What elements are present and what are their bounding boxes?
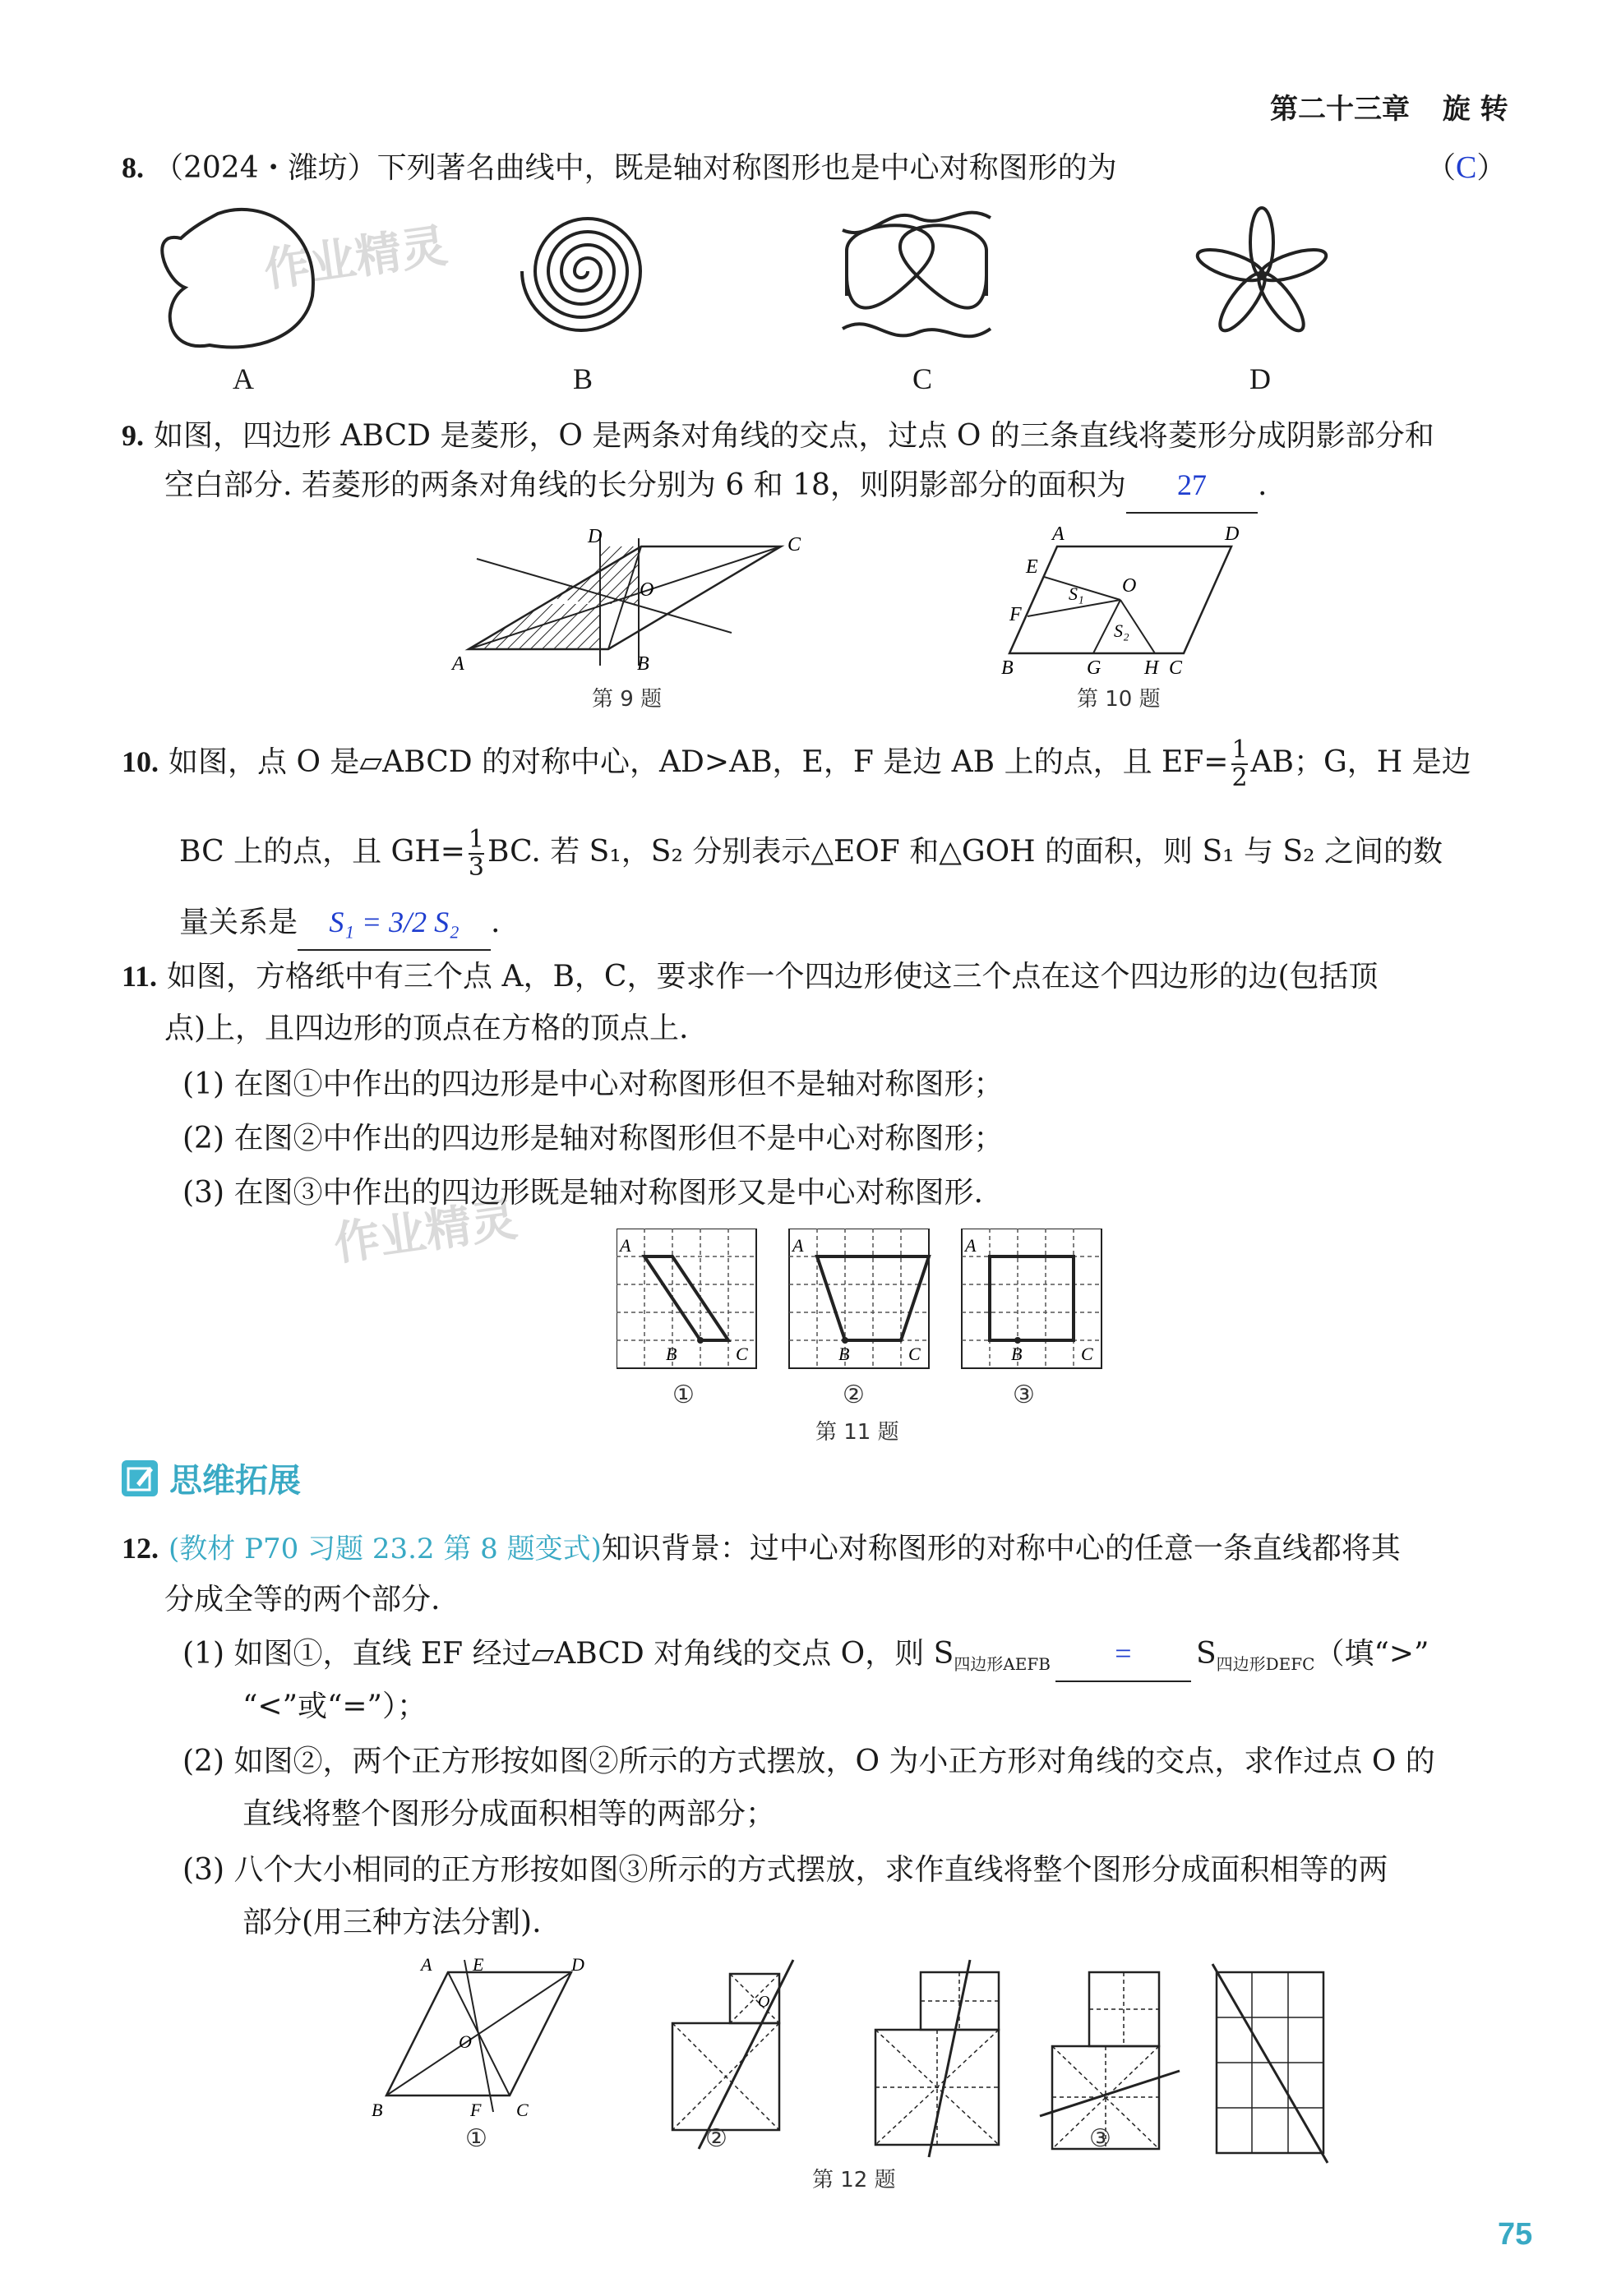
fig12-num-2: ②: [705, 2124, 727, 2153]
q8-label-c: C: [912, 362, 933, 395]
svg-text:F: F: [1009, 604, 1022, 625]
svg-text:C: C: [516, 2100, 529, 2120]
chapter-title: 旋 转: [1442, 93, 1508, 126]
fig10-caption: 第 10 题: [1077, 687, 1161, 712]
question-text: （2024・潍坊）下列著名曲线中，既是轴对称图形也是中心对称图形的为: [154, 151, 1117, 185]
figure-11: [617, 1229, 1110, 1376]
chapter-header: [1270, 86, 1508, 127]
q12-answer-blank: [1055, 1627, 1191, 1682]
q12-sub2b: 直线将整个图形分成面积相等的两部分；: [242, 1797, 776, 1831]
svg-text:A: A: [965, 1235, 977, 1256]
pencil-icon: [122, 1460, 158, 1496]
q8-label-a: A: [233, 362, 254, 395]
q11-sub3: (3) 在图③中作出的四边形既是轴对称图形又是中心对称图形.: [182, 1176, 983, 1210]
svg-text:G: G: [1087, 657, 1102, 678]
fraction-1-2: $\frac{1}{2}$: [1231, 735, 1248, 792]
q12-sub3b: 部分(用三种方法分割).: [242, 1906, 542, 1939]
svg-text:C: C: [787, 534, 801, 556]
svg-text:A: A: [421, 1956, 432, 1975]
fig12-2: [672, 1960, 793, 2149]
fraction-1-3: $\frac{1}{3}$: [468, 825, 484, 882]
fig9-caption: 第 9 题: [592, 687, 663, 712]
grid-3: [962, 1229, 1102, 1368]
q12-sub2a: (2) 如图②，两个正方形按如图②所示的方式摆放，O 为小正方形对角线的交点，求作过点 O 的: [182, 1745, 1435, 1778]
q12-answer: =: [1115, 1637, 1132, 1670]
question-12: 12. (教材 P70 习题 23.2 第 8 题变式)知识背景：过中心对称图形的对称中心的任意一条直线都将其: [122, 1532, 1401, 1565]
q8-answer-bracket: （C）: [1426, 150, 1507, 185]
svg-text:B: B: [637, 653, 649, 674]
svg-text:B: B: [666, 1344, 677, 1364]
svg-text:C: C: [908, 1344, 921, 1364]
section-title: 思维拓展: [169, 1462, 301, 1500]
fig12-1: [372, 1956, 584, 2120]
fig12-caption: 第 12 题: [812, 2168, 896, 2192]
watermark-top: 作业精灵: [261, 219, 451, 298]
svg-text:S₂: S₂: [1114, 620, 1129, 641]
svg-text:H: H: [1144, 657, 1159, 678]
q8-answer: C: [1456, 150, 1477, 185]
fig12-num-1: ①: [465, 2124, 487, 2153]
svg-text:E: E: [1026, 556, 1038, 578]
question-11: 11. 如图，方格纸中有三个点 A，B，C，要求作一个四边形使这三个点在这个四边形的边(包括顶: [122, 960, 1379, 994]
question-number: 11.: [122, 960, 158, 993]
spiral-curve: [522, 219, 640, 330]
svg-text:A: A: [452, 653, 464, 674]
q12-sub1-cont: “<”或“=”）；: [242, 1690, 427, 1723]
svg-text:F: F: [470, 2100, 482, 2120]
svg-text:A: A: [1052, 523, 1065, 545]
svg-text:O: O: [459, 2031, 472, 2052]
svg-text:D: D: [1225, 523, 1240, 545]
q12-source: (教材 P70 习题 23.2 第 8 题变式): [169, 1533, 602, 1565]
fig12-3b: [1040, 1972, 1180, 2149]
grid-2: [789, 1229, 929, 1368]
rose-curve: [1194, 208, 1330, 337]
q12-sub1: (1) 如图①，直线 EF 经过▱ABCD 对角线的交点 O，则 $S_{四边形AEFB} = S_{四边形DEFC}$（填“>”: [182, 1627, 1429, 1690]
fig11-caption: 第 11 题: [815, 1420, 899, 1445]
question-10: 10. 如图，点 O 是▱ABCD 的对称中心，AD>AB，E，F 是边 AB 上的点，且 EF= $\frac{1}{2}$ AB；G，H 是边: [122, 735, 1471, 792]
q9-answer-blank: [1126, 459, 1258, 514]
fig11-num-2: ②: [843, 1381, 865, 1409]
svg-text:B: B: [1001, 657, 1014, 678]
figure-9: [444, 526, 822, 674]
svg-text:D: D: [571, 1956, 584, 1975]
svg-text:A: A: [792, 1235, 804, 1256]
q9-line2: 空白部分. 若菱形的两条对角线的长分别为 6 和 18，则阴影部分的面积为 27 .: [164, 459, 1267, 514]
svg-text:C: C: [736, 1344, 748, 1364]
q12-sub3a: (3) 八个大小相同的正方形按如图③所示的方式摆放，求作直线将整个图形分成面积相等的两: [182, 1853, 1388, 1887]
q9-line1: 如图，四边形 ABCD 是菱形，O 是两条对角线的交点，过点 O 的三条直线将菱形分成阴影部分和: [154, 419, 1434, 453]
svg-text:S₁: S₁: [1069, 583, 1084, 604]
q11-sub2: (2) 在图②中作出的四边形是轴对称图形但不是中心对称图形；: [182, 1122, 1004, 1155]
grid-1: [617, 1229, 756, 1368]
svg-text:B: B: [372, 2100, 383, 2120]
q8-curves-figure: [148, 197, 1381, 403]
fig12-3c: [1212, 1964, 1328, 2163]
q12-line2: 分成全等的两个部分.: [164, 1583, 441, 1616]
svg-text:O: O: [640, 579, 654, 601]
svg-text:C: C: [1169, 657, 1183, 678]
svg-text:O: O: [1122, 575, 1137, 597]
question-8: [122, 141, 1117, 195]
fig11-num-3: ③: [1013, 1381, 1035, 1409]
q9-answer: 27: [1176, 468, 1207, 501]
svg-text:O: O: [758, 1993, 770, 2011]
q10-line3: 量关系是 S₁ = 3/2 S₂ .: [179, 896, 500, 951]
fig12-3a: [875, 1960, 999, 2157]
cardioid-curve: [162, 210, 313, 348]
q11-line2: 点)上，且四边形的顶点在方格的顶点上.: [164, 1012, 689, 1045]
watermark-mid: 作业精灵: [330, 1192, 521, 1272]
section-header: [122, 1455, 301, 1501]
svg-text:E: E: [473, 1956, 484, 1975]
svg-text:A: A: [620, 1235, 631, 1256]
fig11-num-1: ①: [672, 1381, 695, 1409]
q10-answer-blank: [298, 896, 491, 951]
q8-label-b: B: [573, 362, 593, 395]
svg-text:C: C: [1081, 1344, 1093, 1364]
q11-sub1: (1) 在图①中作出的四边形是中心对称图形但不是轴对称图形；: [182, 1067, 1004, 1101]
figure-12: [362, 1956, 1389, 2169]
question-number: 8.: [122, 151, 144, 184]
q8-label-d: D: [1249, 362, 1271, 395]
figure-10: [986, 522, 1266, 678]
question-9: [122, 409, 1434, 463]
lemniscate-curve: [843, 213, 991, 337]
svg-text:D: D: [588, 526, 603, 547]
question-number: 9.: [122, 419, 144, 452]
svg-text:B: B: [1011, 1344, 1023, 1364]
question-number: 12.: [122, 1532, 159, 1565]
page-number: 75: [1498, 2217, 1533, 2252]
q10-line2: BC 上的点，且 GH= $\frac{1}{3}$ BC. 若 S₁，S₂ 分别表示△EOF 和△GOH 的面积，则 S₁ 与 S₂ 之间的数: [179, 825, 1443, 882]
fig12-num-3: ③: [1089, 2124, 1111, 2153]
q10-answer: S₁ = 3/2 S₂: [329, 906, 460, 938]
question-number: 10.: [122, 745, 159, 778]
svg-text:B: B: [838, 1344, 850, 1364]
chapter-number: 第二十三章: [1270, 93, 1410, 126]
